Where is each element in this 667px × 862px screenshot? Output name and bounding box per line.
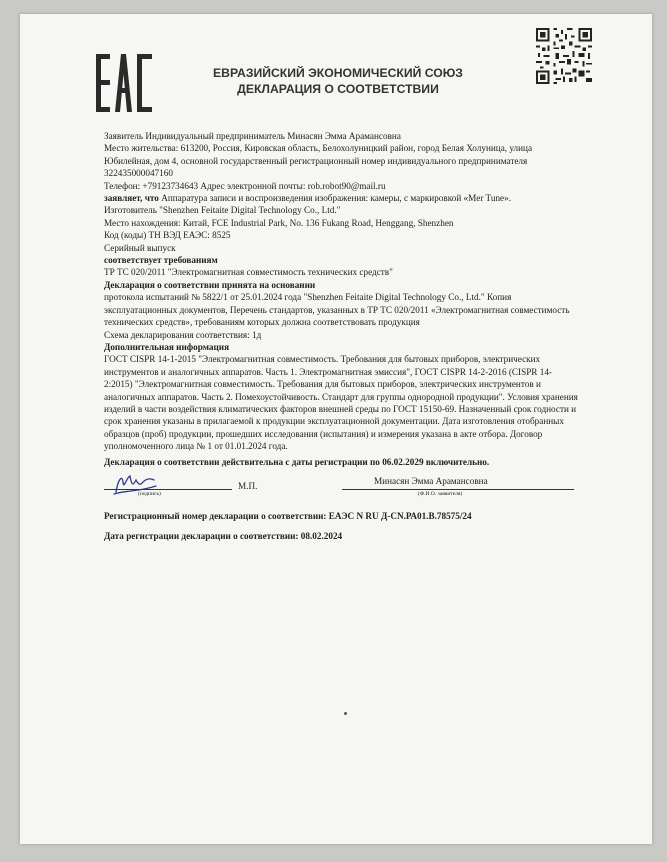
- qr-code-icon: [536, 28, 592, 84]
- technical-regulation: ТР ТС 020/2011 "Электромагнитная совместимость технических средств": [104, 267, 393, 278]
- registration-date: Дата регистрации декларации о соответствии: 08.02.2024: [104, 531, 343, 542]
- signature-block: [104, 470, 578, 504]
- validity-statement: Декларация о соответствии действительна с даты регистрации по 06.02.2029 включительно.: [104, 456, 490, 467]
- name-line: [342, 489, 574, 490]
- production-type: Серийный выпуск: [104, 242, 176, 253]
- declaration-body: [104, 130, 578, 543]
- document-title: [188, 65, 488, 97]
- applicant-line: Заявитель Индивидуальный предприниматель Минасян Эмма Арамансовна: [104, 131, 401, 141]
- declares-label: заявляет, что: [104, 193, 159, 204]
- eac-logo: [96, 54, 152, 112]
- signature-line: [104, 489, 232, 490]
- scan-speck: [344, 712, 347, 715]
- complies-heading: соответствует требованиям: [104, 255, 218, 266]
- union-name: ЕВРАЗИЙСКИЙ ЭКОНОМИЧЕСКИЙ СОЮЗ: [213, 66, 463, 80]
- manufacturer-line: Изготовитель "Shenzhen Feitaite Digital Technology Co., Ltd.": [104, 205, 341, 216]
- additional-info-text: ГОСТ CISPR 14-1-2015 "Электромагнитная совместимость. Требования для бытовых приборов, электрических инструментов и аналогичных аппаратов. Часть 1. Электромагнитная эмиссия", ГОСТ CISPR 14-2-2016 (CISPR 14-2:2015) "Электромагнитная совместимость. Требования для бытовых приборов, электрических инструментов и аналогичных аппаратов. Часть 2. Помехоустойчивость. Стандарт для группы однородной продукции". Условия хранения изделий в части воздействия климатических факторов внешней среды по ГОСТ 15150-69. Назначенный срок годности и срок хранения указаны в прилагаемой к продукции эксплуатационной документации. Дата изготовления отобранных образцов (проб) продукции, прошедших исследования (испытания) и измерения указана в акте отбора. Договор уполномоченного лица № 1 от 01.01.2024 года.: [104, 354, 578, 452]
- stamp-label: М.П.: [238, 480, 258, 491]
- manufacturer-location: Место нахождения: Китай, FCE Industrial Park, No. 136 Fukang Road, Henggang, Shenzhen: [104, 217, 454, 228]
- applicant-contacts: Телефон: +79123734643 Адрес электронной почты: rob.robot90@mail.ru: [104, 180, 386, 191]
- product-description: Аппаратура записи и воспроизведения изображения: камеры, с маркировкой «Mer Tune».: [158, 193, 512, 204]
- tnved-code: Код (коды) ТН ВЭД ЕАЭС: 8525: [104, 230, 231, 241]
- declares-paragraph: [104, 192, 578, 204]
- declaration-heading: ДЕКЛАРАЦИЯ О СООТВЕТСТВИИ: [237, 82, 439, 96]
- name-caption: (Ф.И.О. заявителя): [418, 490, 463, 497]
- registration-number: Регистрационный номер декларации о соответствии: ЕАЭС N RU Д-CN.РА01.В.78575/24: [104, 510, 472, 521]
- basis-text: протокола испытаний № 5822/1 от 25.01.2024 года "Shenzhen Feitaite Digital Technology Co., Ltd." Копия эксплуатационных документов, Перечень стандартов, указанных в ТР ТС 020/2011 «Электромагнитная совместимость технических средств», требованиям которых должна соответствовать продукция: [104, 292, 570, 328]
- applicant-address: Место жительства: 613200, Россия, Кировская область, Белохолуницкий район, город Белая Холуница, улица Юбилейная, дом 4, основной государственный регистрационный номер индивидуального предпринимателя 322435000047160: [104, 143, 533, 179]
- additional-info-heading: Дополнительная информация: [104, 341, 230, 352]
- signer-name: Минасян Эмма Арамансовна: [374, 475, 488, 486]
- declaration-sheet: [20, 14, 652, 844]
- declaration-scheme: Схема декларирования соответствия: 1д: [104, 329, 262, 340]
- basis-heading: Декларация о соответствии принята на основании: [104, 279, 316, 290]
- signature-caption: (подпись): [138, 490, 161, 497]
